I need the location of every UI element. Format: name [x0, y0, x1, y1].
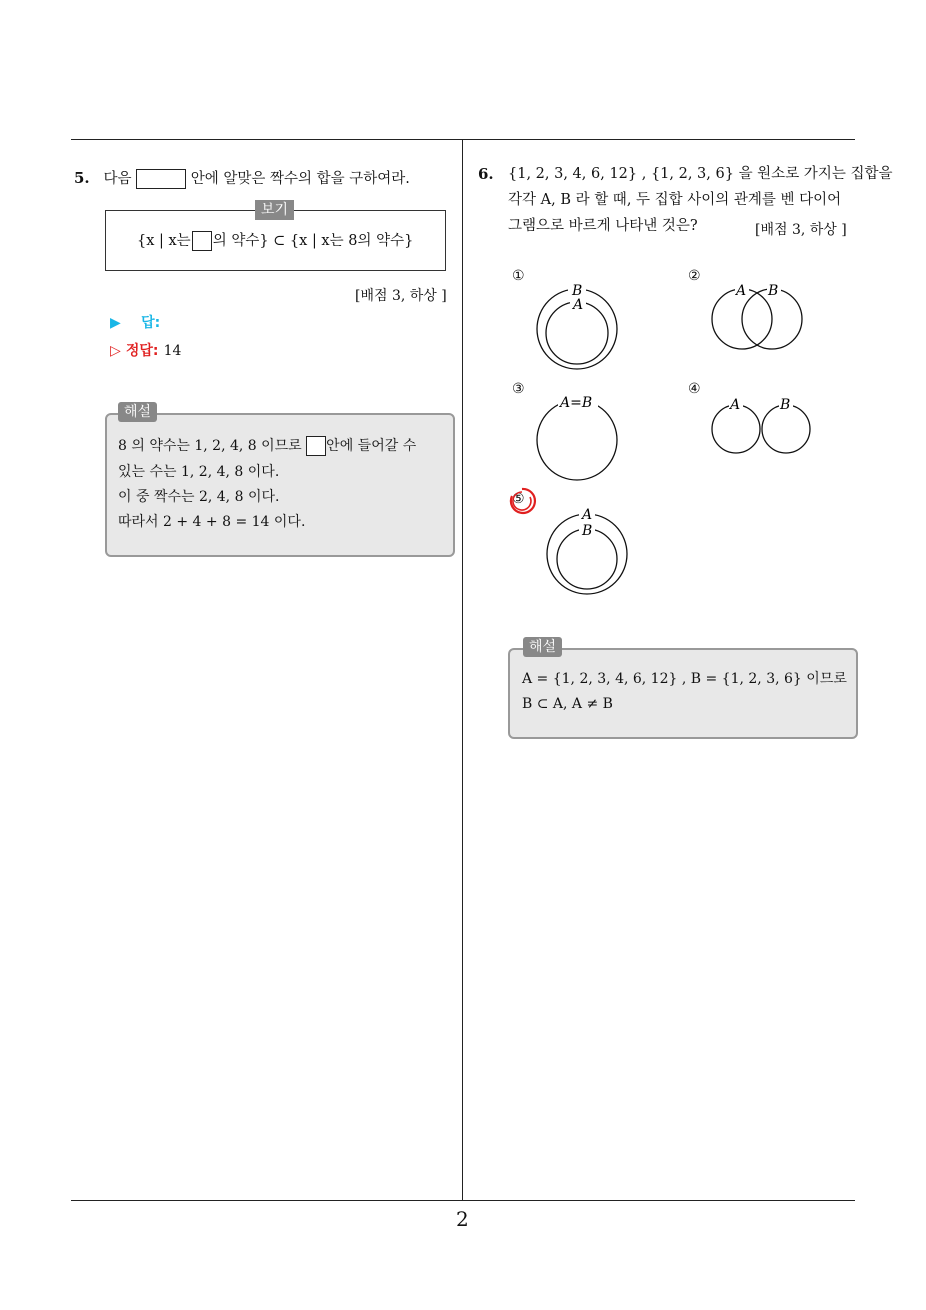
option-3-number[interactable]: ③: [512, 381, 525, 397]
label-A: A: [730, 397, 741, 413]
q5-bogi-part2: 의 약수} ⊂ {x | x는 8의 약수}: [212, 233, 414, 249]
q5-expl-line1: [118, 434, 416, 459]
q6-explanation-label: 해설: [523, 637, 562, 657]
q5-answer-label: 답:: [141, 315, 161, 331]
label-A: A: [582, 507, 593, 523]
page-number: 2: [456, 1207, 469, 1231]
top-rule: [71, 139, 855, 140]
label-A: A: [573, 297, 584, 313]
answer-arrow-icon: ▶: [110, 315, 121, 331]
q5-number: 5.: [74, 169, 90, 187]
q5-expl-line1a: 8 의 약수는 1, 2, 4, 8 이므로: [118, 438, 302, 454]
option-2-venn[interactable]: [705, 280, 815, 355]
label-A-equals-B: A=B: [560, 395, 593, 411]
label-B: B: [780, 397, 791, 413]
q5-correct-value: 14: [163, 343, 182, 359]
column-divider: [462, 139, 463, 1200]
q6-line1: {1, 2, 3, 4, 6, 12} , {1, 2, 3, 6} 을 원소로 가지는 집합을: [508, 166, 893, 182]
label-B: B: [572, 283, 583, 299]
q5-text-before: 다음: [103, 171, 132, 187]
q5-bogi-label: 보기: [255, 200, 294, 220]
label-A: A: [736, 283, 747, 299]
q5-expl-line4: 따라서 2 + 4 + 8 = 14 이다.: [118, 514, 306, 530]
q5-bogi-part1: {x | x는: [137, 233, 191, 249]
bottom-rule: [71, 1200, 855, 1201]
q5-explanation-label: 해설: [118, 402, 157, 422]
option-3-venn[interactable]: [530, 392, 630, 487]
option-4-venn[interactable]: [705, 392, 820, 462]
q5-blank-box: [136, 169, 186, 189]
option-5-number[interactable]: ⑤: [512, 491, 525, 507]
q5-expl-line3: 이 중 짝수는 2, 4, 8 이다.: [118, 489, 280, 505]
option-5-venn[interactable]: [540, 505, 640, 600]
q6-line3: 그램으로 바르게 나타낸 것은?: [508, 218, 698, 234]
option-2-number[interactable]: ②: [688, 268, 701, 284]
q5-expl-line2: 있는 수는 1, 2, 4, 8 이다.: [118, 464, 280, 480]
q5-correct-label: 정답:: [125, 343, 159, 359]
q5-bogi-blank: [192, 231, 212, 251]
correct-arrow-icon: ▷: [110, 343, 121, 359]
label-B: B: [582, 523, 593, 539]
option-1-number[interactable]: ①: [512, 268, 525, 284]
option-4-number[interactable]: ④: [688, 381, 701, 397]
q5-expl-blank: [306, 436, 326, 456]
q6-line2: 각각 A, B 라 할 때, 두 집합 사이의 관계를 벤 다이어: [508, 192, 842, 208]
q6-expl-line1: A = {1, 2, 3, 4, 6, 12} , B = {1, 2, 3, 6} 이므로: [522, 671, 847, 687]
q6-expl-line2: B ⊂ A, A ≠ B: [522, 696, 613, 712]
q5-answer-row: [110, 312, 160, 332]
q5-bogi-expression: [137, 228, 413, 254]
label-B: B: [768, 283, 779, 299]
q5-score: [배점 3, 하상 ]: [355, 288, 447, 304]
q5-prompt: [74, 165, 410, 192]
q5-correct-row: [110, 340, 181, 360]
option-1-venn[interactable]: [530, 280, 630, 375]
selected-answer-mark-icon: [507, 486, 537, 516]
q6-number: 6.: [478, 165, 494, 183]
q6-score: [배점 3, 하상 ]: [755, 222, 847, 238]
q5-expl-line1b: 안에 들어갈 수: [326, 438, 417, 454]
q5-text-after: 안에 알맞은 짝수의 합을 구하여라.: [190, 171, 410, 187]
